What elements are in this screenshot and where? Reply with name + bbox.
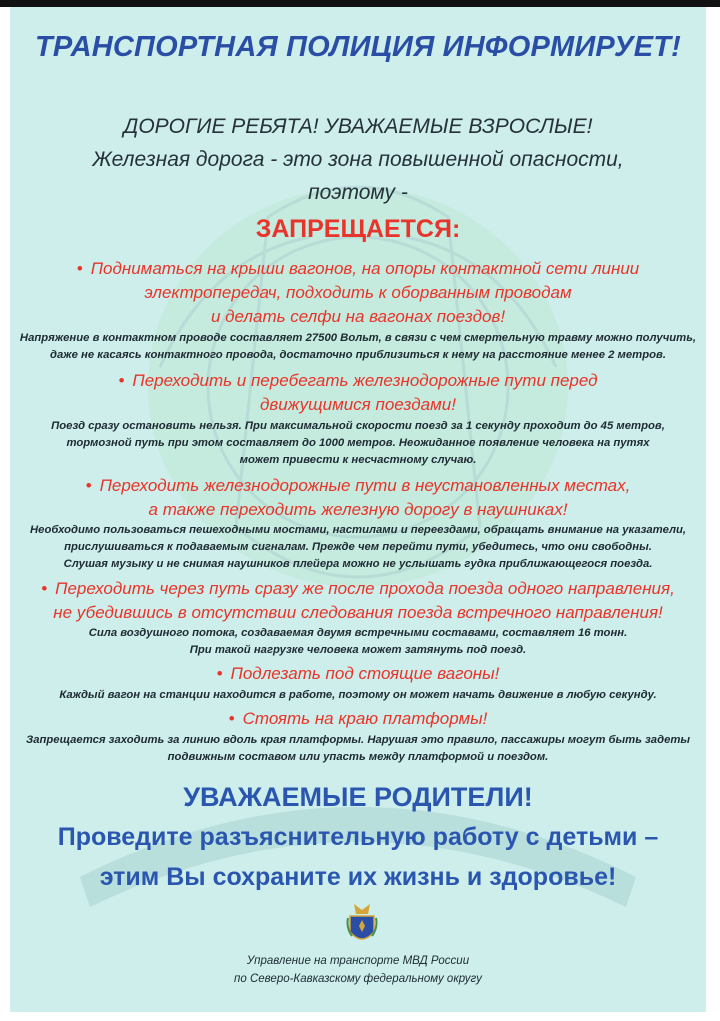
rule-3-note: Слушая музыку и не снимая наушников плейера можно не услышать гудка приближающегося поезда. <box>63 558 653 570</box>
mvd-emblem-icon <box>346 902 378 948</box>
cta-line-2: этим Вы сохраните их жизнь и здоровье! <box>99 863 617 891</box>
rule-3-note: прислушиваться к подаваемым сигналам. Прежде чем перейти пути, убедитесь, что они свободны. <box>64 541 652 553</box>
rule-1-heading-line: электропередач, подходить к оборванным проводам <box>144 283 572 302</box>
rule-6-heading: • Стоять на краю платформы! <box>228 709 488 728</box>
footer-line-2: по Северо-Кавказскому федеральному округу <box>234 973 482 985</box>
rule-3-heading: • Переходить железнодорожные пути в неустановленных местах, <box>85 476 631 495</box>
rule-1-note: даже не касаясь контактного провода, достаточно приблизиться к нему на расстояние менее 2 метров. <box>49 349 666 361</box>
bullet-icon: • <box>76 259 83 278</box>
poster <box>10 7 706 1012</box>
intro-line-1: Железная дорога - это зона повышенной опасности, <box>92 148 624 171</box>
top-border <box>0 0 720 7</box>
parents-heading: УВАЖАЕМЫЕ РОДИТЕЛИ! <box>183 782 533 812</box>
greeting: ДОРОГИЕ РЕБЯТА! УВАЖАЕМЫЕ ВЗРОСЛЫЕ! <box>123 115 593 138</box>
bullet-icon: • <box>85 476 92 495</box>
cta-line-1: Проведите разъяснительную работу с детьми – <box>57 823 659 851</box>
rule-5-note: Каждый вагон на станции находится в работе, поэтому он может начать движение в любую секунду. <box>59 689 657 701</box>
rule-4-note: При такой нагрузке человека может затянуть под поезд. <box>189 644 527 656</box>
bullet-icon: • <box>228 709 235 728</box>
rule-6-note: подвижным составом или упасть между платформой и поездом. <box>167 751 549 763</box>
rule-1-heading: • Подниматься на крыши вагонов, на опоры контактной сети линии <box>76 259 640 278</box>
rule-3-heading-line: а также переходить железную дорогу в наушниках! <box>148 500 568 519</box>
forbidden-heading: ЗАПРЕЩАЕТСЯ: <box>255 215 461 243</box>
rule-1-note: Напряжение в контактном проводе составляет 27500 Вольт, в связи с чем смертельную травму можно получить, <box>19 332 697 344</box>
bullet-icon: • <box>216 664 223 683</box>
rule-6-note: Запрещается заходить за линию вдоль края платформы. Нарушая это правило, пассажиры могут быть задеты <box>25 734 691 746</box>
rule-5-heading: • Подлезать под стоящие вагоны! <box>216 664 500 683</box>
footer-line-1: Управление на транспорте МВД России <box>246 955 470 967</box>
rule-2-note: может привести к несчастному случаю. <box>239 454 477 466</box>
rule-4-note: Сила воздушного потока, создаваемая двумя встречными составами, составляет 16 тонн. <box>88 627 628 639</box>
rule-2-heading-line: движущимися поездами! <box>260 395 456 414</box>
rule-2-note: тормозной путь при этом составляет до 1000 метров. Неожиданное появление человека на путях <box>66 437 650 449</box>
rule-2-note: Поезд сразу остановить нельзя. При максимальной скорости поезд за 1 секунду проходит до 45 метров, <box>51 420 665 432</box>
rule-2-heading: • Переходить и перебегать железнодорожные пути перед <box>118 371 598 390</box>
bullet-icon: • <box>118 371 125 390</box>
bullet-icon: • <box>41 579 48 598</box>
rule-4-heading: • Переходить через путь сразу же после прохода поезда одного направления, <box>41 579 675 598</box>
intro-line-2: поэтому - <box>308 181 408 204</box>
page-title: ТРАНСПОРТНАЯ ПОЛИЦИЯ ИНФОРМИРУЕТ! <box>34 31 682 63</box>
rule-4-heading-line: не убедившись в отсутствии следования поезда встречного направления! <box>53 603 663 622</box>
rule-1-heading-line: и делать селфи на вагонах поездов! <box>210 307 506 326</box>
rule-3-note: Необходимо пользоваться пешеходными мостами, настилами и переездами, обращать внимание на указатели, <box>29 524 687 536</box>
